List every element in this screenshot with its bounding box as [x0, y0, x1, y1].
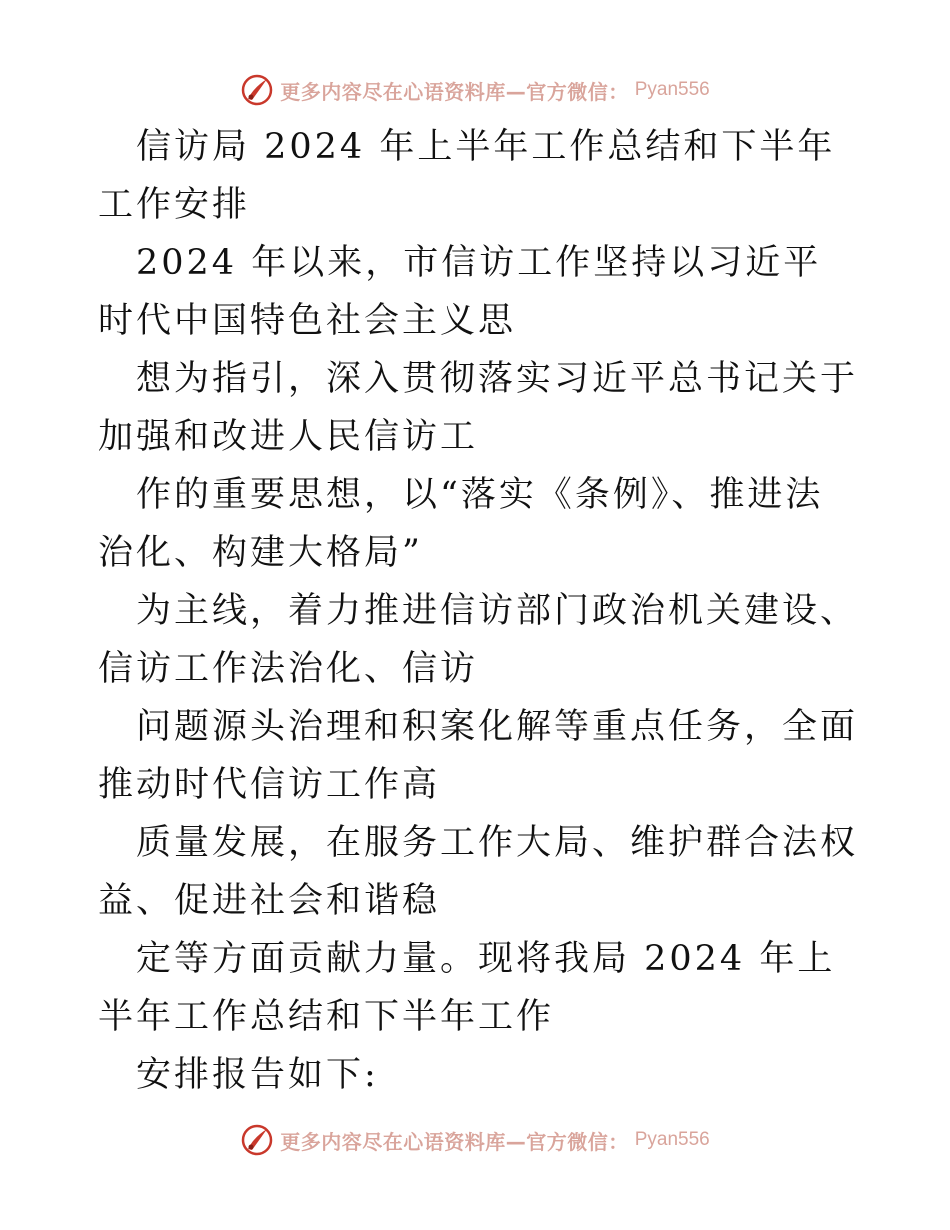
watermark-wechat-id: Pyan556 — [634, 79, 710, 100]
paragraph-line: 定等方面贡献力量。现将我局 2024 年上半年工作总结和下半年工作 — [98, 939, 836, 1037]
paragraph-line: 想为指引，深入贯彻落实习近平总书记关于加强和改进人民信访工 — [98, 359, 859, 457]
paragraph-line: 作的重要思想，以“落实《条例》、推进法治化、构建大格局” — [98, 475, 824, 573]
document-title: 信访局 2024 年上半年工作总结和下半年工作安排 — [98, 127, 836, 225]
watermark-text: 更多内容尽在心语资料库—官方微信： — [280, 1129, 629, 1154]
paragraph-line: 问题源头治理和积案化解等重点任务，全面推动时代信访工作高 — [98, 707, 859, 805]
document-body — [98, 118, 858, 1104]
brush-logo-icon — [240, 73, 274, 107]
footer-watermark — [0, 1120, 950, 1160]
paragraph-line: 2024 年以来，市信访工作坚持以习近平时代中国特色社会主义思 — [98, 243, 822, 341]
paragraph-line: 为主线，着力推进信访部门政治机关建设、信访工作法治化、信访 — [98, 591, 859, 689]
paragraph-line: 安排报告如下: — [136, 1055, 379, 1095]
paragraph-line: 质量发展，在服务工作大局、维护群合法权益、促进社会和谐稳 — [98, 823, 859, 921]
watermark-text: 更多内容尽在心语资料库—官方微信： — [280, 79, 629, 104]
watermark-wechat-id: Pyan556 — [634, 1129, 710, 1150]
header-watermark — [0, 70, 950, 110]
brush-logo-icon — [240, 1123, 274, 1157]
